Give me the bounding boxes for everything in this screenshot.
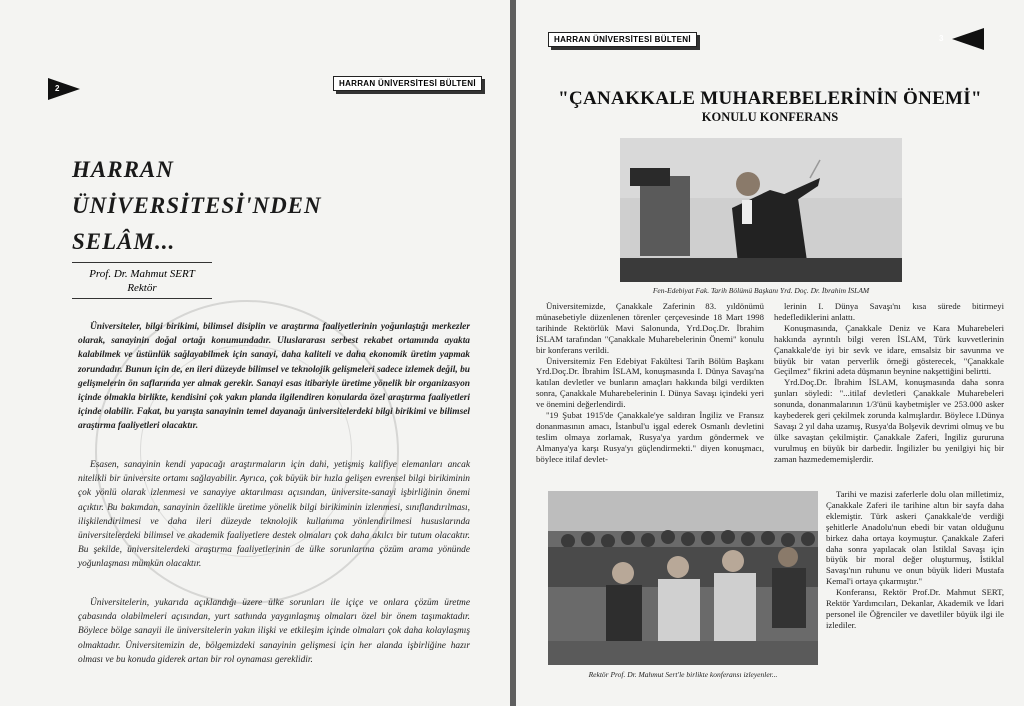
greeting-line: ÜNİVERSİTESİ'NDEN <box>72 193 322 218</box>
lecturer-photo-graphic <box>620 138 902 282</box>
greeting-line: SELÂM... <box>72 229 176 254</box>
article-paragraph: Üniversitemiz Fen Edebiyat Fakültesi Tarih Bölüm Başkanı Yrd.Doç.Dr. İbrahim İSLAM, konuşmasında I. Dünya Savaşı'na katılan devletler ve bunların amaçları hakkında bilgi verdikten sonra, Çanakkale Muharebelerinin I. Dünya Savaşı içindeki yeri ve önemini değerlendirdi. <box>536 355 764 410</box>
page-number-marker <box>939 28 984 50</box>
page-number: 3 <box>939 34 944 43</box>
article-paragraph: lerinin I. Dünya Savaşı'nı kısa sürede bitirmeyi hedeflediklerini anlattı. <box>774 301 1004 322</box>
audience-photo-caption: Rektör Prof. Dr. Mahmut Sert'le birlikte konferansı izleyenler... <box>588 670 778 679</box>
greeting-line: HARRAN <box>72 157 174 182</box>
left-page <box>0 0 510 706</box>
audience-photo-graphic <box>548 491 818 665</box>
page-number-marker <box>48 78 80 100</box>
editorial-paragraph: Esasen, sanayinin kendi yapacağı araştırmaların için dahi, yetişmiş kalifiye elemanları ancak nitelikli bir üniversite ortamı sağlayabilir. Ayrıca, çok büyük bir hızla gelişen evrensel bilgi birikiminin çok yönlü olarak izlenmesi ve sanayiye aktarılması açısından, üniversite-sanayi işbirliğinin önemi açıktır. Bu bakımdan, sanayinin özellikle üretime yönelik bilgi birikiminin izlenmesi, sınıflandırılması, ilişkilendirilmesi ve daha ileri düzeyde teknolojik kullanıma yönlendirilmesi hususlarında üniversitelerdeki bilimsel ve akademik faaliyetlere destek olmaları çok daha akılcı bir tutum olacaktır. Bu şekilde, üniversitelerdeki araştırma faaliyetlerinin de ülke sorunlarına çözüm arama yönünde yoğunlaşması mümkün olacaktır. <box>78 460 470 570</box>
right-page <box>516 0 1024 706</box>
article-subtitle: KONULU KONFERANS <box>701 110 839 124</box>
author-name: Prof. Dr. Mahmut SERT <box>89 268 195 280</box>
author-signature <box>72 262 212 299</box>
article-column-1 <box>536 301 764 465</box>
article-paragraph: Yrd.Doç.Dr. İbrahim İSLAM, konuşmasında daha sonra şunları söyledi: "...itilaf devletleri Çanakkale Muharebeleri sonunda, donanmalarının 1/3'ünü kaybetmişler ve 253.000 asker kaybederek geri çekilmek zorunda kalmışlardır. Böylece I.Dünya Savaşı 2 yıl daha uzamış, Rusya'da Bolşevik devrimi olmuş ve bu ülke savaştan çekilmiştir. Çanakkale Zaferi, İngiliz gururuna vurulmuş en büyük bir darbedir. İngilizler bu yenilgiyi hiç bir zaman hazmedememişlerdir. <box>774 377 1004 464</box>
bulletin-header: HARRAN ÜNİVERSİTESİ BÜLTENİ <box>548 32 697 47</box>
article-paragraph: "19 Şubat 1915'de Çanakkale'ye saldıran İngiliz ve Fransız donanmasının amacı, İstanbul'u işgal ederek Osmanlı devletini teslim olmaya zorlamak, Rusya'ya yardım göndermek ve Almanya'ya karşı Rusya'yı güçlendirmekti." diyen konuşmacı, böylece itilaf devlet- <box>536 410 764 464</box>
article-column-2-continued <box>826 489 1004 631</box>
greeting-title <box>72 152 322 260</box>
article-paragraph: Konuşmasında, Çanakkale Deniz ve Kara Muharebeleri hakkında ayrıntılı bilgi veren İSLAM, Türk kuvvetlerinin Çanakkale'de iyi bir sevk ve idare, emsalsiz bir savunma ve büyük bir vatan perverlik örneği gösterecek, "Çanakkale Geçilmez" fikrini adeta düşmanın beynine nakşettiğini belirtti. <box>774 322 1004 377</box>
author-title: Rektör <box>127 282 157 294</box>
article-title: "ÇANAKKALE MUHAREBELERİNİN ÖNEMİ" <box>558 88 982 109</box>
article-paragraph: Üniversitemizde, Çanakkale Zaferinin 83. yıldönümü münasebetiyle düzenlenen törenler çerçevesinde 18 Mart 1998 tarihinde Rektörlük Mavi Salonunda, Yrd.Doç.Dr. İbrahim İSLAM tarafından "Çanakkale Muharebelerinin Önemi" konulu bir konferans verildi. <box>536 301 764 355</box>
lecturer-photo-caption: Fen-Edebiyat Fak. Tarih Bölümü Başkanı Yrd. Doç. Dr. İbrahim İSLAM <box>652 286 870 295</box>
article-column-2 <box>774 301 1004 465</box>
page-number: 2 <box>55 84 60 93</box>
editorial-paragraph: Üniversitelerin, yukarıda açıklandığı üzere ülke sorunları ile içiçe ve onlara çözüm üretme çabasında olabilmeleri açısından, yurt sathında yaygınlaşmış olmaları özel bir önem taşımaktadır. Böylece bölge sanayii ile üniversitelerin yakın ilişki ve etkileşim içinde olmaları çok daha kolaylaşmış olmaktadır. Üniversitemizin de, bölgemizdeki sanayinin gelişmesi için her alanda işbirliğine hazır olması ve bu konuda giderek artan bir rol oynaması gereklidir. <box>78 598 470 665</box>
lecturer-photo <box>620 138 902 282</box>
article-paragraph: Konferansı, Rektör Prof.Dr. Mahmut SERT, Rektör Yardımcıları, Dekanlar, Akademik ve İdari personel ile Öğrenciler ve davetliler büyük ilgi ile izlediler. <box>826 587 1004 630</box>
article-paragraph: Tarihi ve mazisi zaferlerle dolu olan milletimiz, Çanakkale Zaferi ile tarihine altın bir sayfa daha eklemiştir. Türk askeri Çanakkale'de verdiği şehitlerle Anadolu'nun ebedi bir vatan olduğunu birkez daha ortaya koymuştur. Çanakkale Zaferi daha sonra yapılacak olan İstiklal Savaşı için büyük bir moral değer oluşturmuş, İstiklal Savaşı'nın ruhunu ve onun büyük lideri Mustafa Kemal'i ortaya çıkarmıştır." <box>826 489 1004 587</box>
bulletin-header: HARRAN ÜNİVERSİTESİ BÜLTENİ <box>333 76 482 91</box>
editorial-paragraph: Üniversiteler, bilgi birikimi, bilimsel disiplin ve araştırma faaliyetlerinin yoğunlaştığı merkezler olarak, sanayinin doğal ortağı konumundadır. Uluslararası serbest rekabet ortamında ayakta kalabilmek ve üstünlük sağlayabilmek için sanayi, daha kaliteli ve daha ekonomik üretim yapmak zorundadır. Bunun için de, en ileri düzeyde bilimsel ve teknolojik gelişmeleri sadece izlemek değil, bu gelişmelerin ön saflarında yer almak gerekir. Sanayi esas itibariyle üretime yönelik bir organizasyon içinde olmakla birlikte, kendisini çok yakın planda ilgilendiren konularda özel araştırma faaliyetleri içinde olabilir. Fakat, bu yarışta sanayinin temel dayanağı üniversitelerdeki bilgi birikimi ve bilimsel araştırma faaliyetleri olacaktır. <box>78 322 470 432</box>
audience-photo <box>548 491 818 665</box>
